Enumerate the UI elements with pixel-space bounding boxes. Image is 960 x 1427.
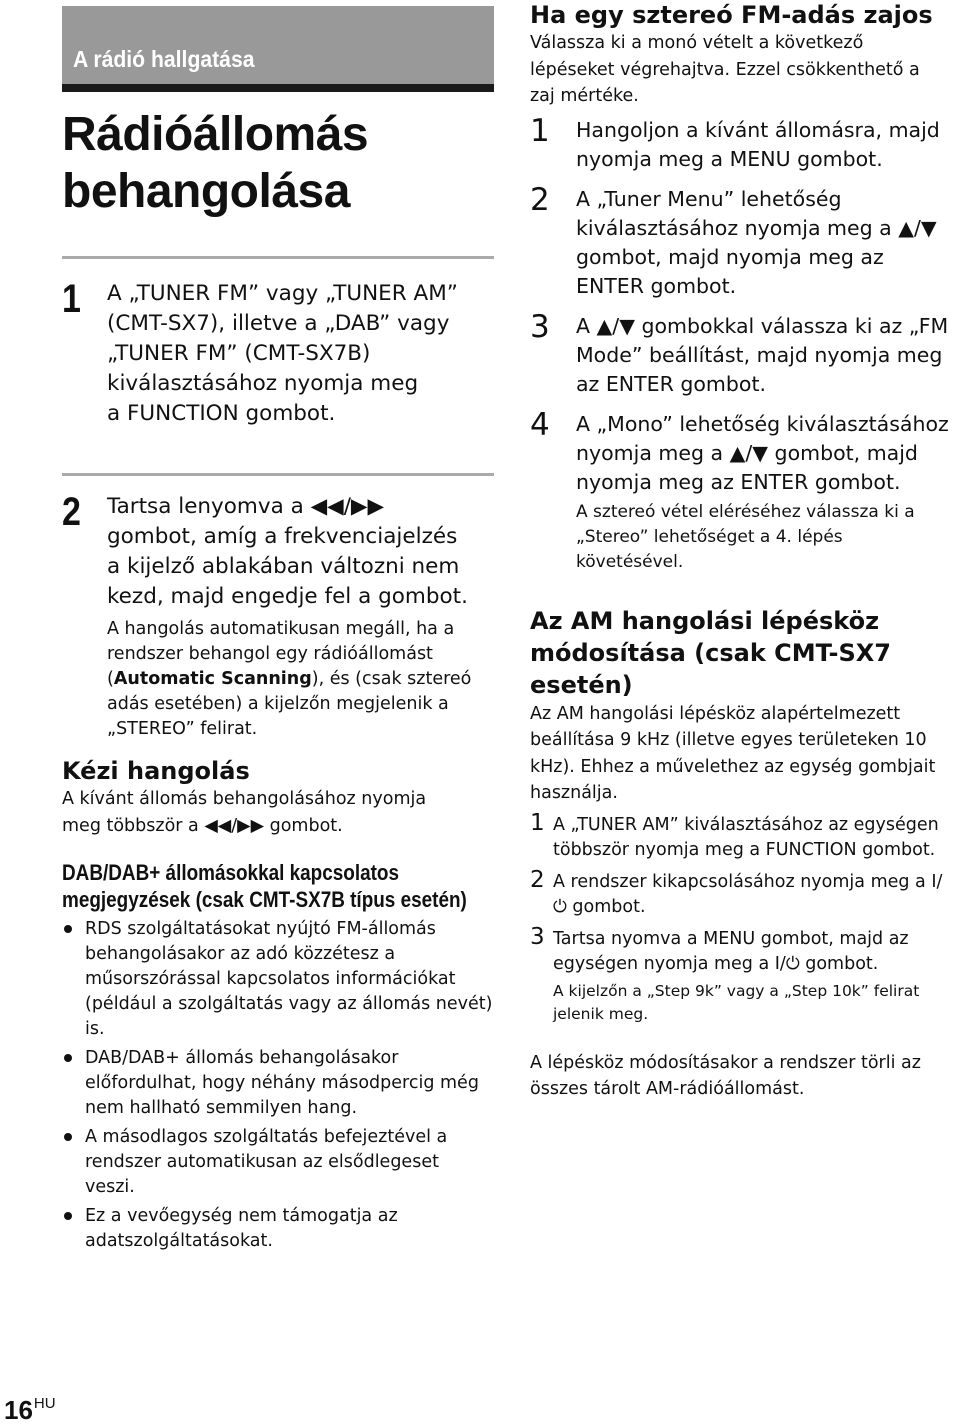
step-note: A kijelzőn a „Step 9k” vagy a „Step 10k” felirat jelenik meg. [553,981,920,1023]
step-text: Hangoljon a kívánt állomásra, majd nyomja meg a MENU gombot. [576,117,940,171]
step-number: 3 [530,308,550,345]
noisy-fm-section [530,0,950,575]
page-title: Rádióállomás behangolása [62,108,369,218]
step-number: 1 [62,277,81,321]
step-text: A „Tuner Menu” lehetőség kiválasztásához nyomja meg a ▲/▼ gombot, majd nyomja meg az ENTER gombot. [576,186,937,298]
step-number: 4 [530,406,550,443]
step-number: 2 [530,866,545,893]
dab-notes-heading: DAB/DAB+ állomásokkal kapcsolatos megjegyzések (csak CMT-SX7B típus esetén) [62,860,467,912]
list-item: A másodlagos szolgáltatás befejeztével a rendszer automatikusan az elsődlegeset veszi. [62,1125,494,1200]
am-step-1 [530,809,950,864]
step-2 [62,492,494,742]
step-number: 1 [530,809,545,836]
list-item: Ez a vevőegység nem támogatja az adatszolgáltatásokat. [62,1204,494,1254]
step-text: A „TUNER FM” vagy „TUNER AM” (CMT-SX7), illetve a „DAB” vagy „TUNER FM” (CMT-SX7B) kiválasztásához nyomja meg a FUNCTION gombot. [107,281,458,426]
manual-tuning-heading: Kézi hangolás [62,757,250,785]
noisy-fm-intro: Válassza ki a monó vételt a következő lépéseket végrehajtva. Ezzel csökkenthető a zaj mértéke. [530,33,920,106]
am-step-heading: Az AM hangolási lépésköz módosítása (csak CMT-SX7 esetén) [530,606,891,699]
right-column [530,0,950,1103]
am-step-intro: Az AM hangolási lépésköz alapértelmezett beállítása 9 kHz (illetve egyes területeken 10 kHz). Ehhez a művelethez az egység gombjait használja. [530,703,936,803]
step-text: A „Mono” lehetőség kiválasztásához nyomja meg a ▲/▼ gombot, majd nyomja meg az ENTER gombot. [576,411,949,494]
dab-notes-section [62,859,494,1254]
step-note: A hangolás automatikusan megáll, ha a rendszer behangol egy rádióállomást (Automatic Scanning), és (csak sztereó adás esetében) a kijelzőn megjelenik a „STEREO” felirat. [107,619,472,739]
divider [62,473,494,476]
divider [62,256,494,259]
section-banner-title: A rádió hallgatása [73,46,255,72]
list-item: DAB/DAB+ állomás behangolásakor előfordulhat, hogy néhány másodpercig még nem hallható semmilyen hang. [62,1046,494,1121]
step-number: 1 [530,112,550,149]
step-text: A ▲/▼ gombokkal válassza ki az „FM Mode” beállítást, majd nyomja meg az ENTER gombot. [576,313,949,396]
step-text: A „TUNER AM” kiválasztásához az egységen többször nyomja meg a FUNCTION gombot. [553,814,939,860]
page-number: 16HU [4,1395,56,1425]
step-text: A rendszer kikapcsolásához nyomja meg a I/⏻ gombot. [553,871,943,917]
fm-step-2 [530,181,950,301]
am-step-footer: A lépésköz módosításakor a rendszer törli az összes tárolt AM-rádióállomást. [530,1052,921,1099]
list-item: RDS szolgáltatásokat nyújtó FM-állomás behangolásakor az adó közzétesz a műsorszórással kapcsolatos információkat (például a szolgáltatás vagy az állomás nevét) is. [62,917,494,1042]
manual-tuning-text: A kívánt állomás behangolásához nyomja meg többször a ◀◀/▶▶ gombot. [62,789,427,836]
dab-notes-list [62,917,494,1254]
step-note: A sztereó vétel eléréséhez válassza ki a „Stereo” lehetőséget a 4. lépés követésével. [576,501,915,572]
manual-tuning-section [62,756,494,839]
step-number: 2 [62,490,81,534]
am-step-3 [530,923,950,1026]
fm-step-4 [530,406,950,575]
step-text: Tartsa nyomva a MENU gombot, majd az egységen nyomja meg a I/⏻ gombot. [553,928,909,974]
left-column [62,6,494,1258]
step-number: 2 [530,181,550,218]
step-1 [62,279,494,429]
step-text: Tartsa lenyomva a ◀◀/▶▶ gombot, amíg a frekvenciajelzés a kijelző ablakában változni nem kezd, majd engedje fel a gombot. [107,494,468,609]
noisy-fm-heading: Ha egy sztereó FM-adás zajos [530,1,933,29]
am-step-2 [530,866,950,921]
fm-step-3 [530,308,950,399]
am-step-section [530,605,950,1103]
fm-step-1 [530,112,950,174]
section-banner [62,6,494,92]
step-number: 3 [530,923,545,950]
